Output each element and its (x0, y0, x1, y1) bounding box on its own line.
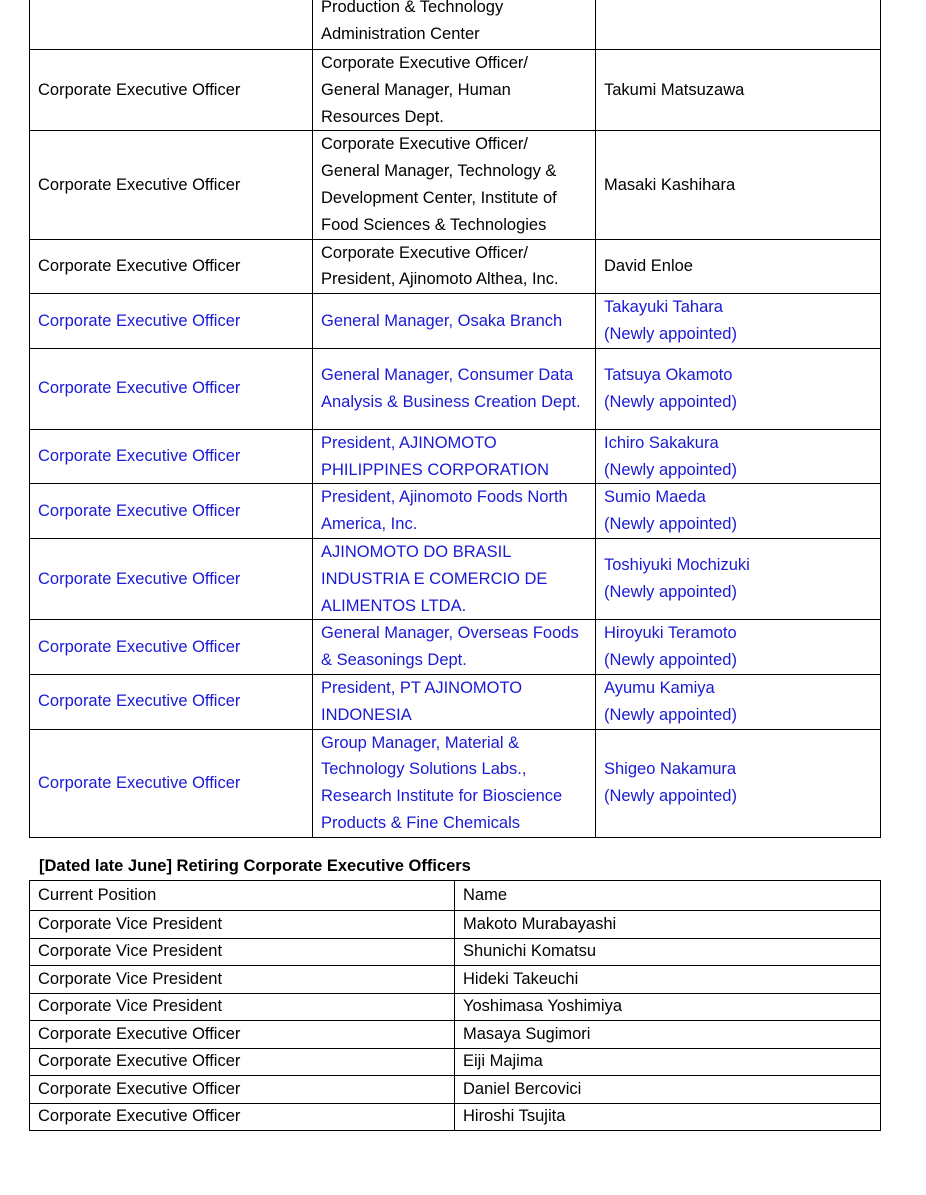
name-cell: Eiji Majima (455, 1048, 881, 1076)
name-cell: Masaya Sugimori (455, 1021, 881, 1049)
retiring-section-title: [Dated late June] Retiring Corporate Executive Officers (39, 857, 471, 875)
table-row (30, 1048, 881, 1076)
name-text: Shigeo Nakamura (604, 760, 737, 779)
table-row (30, 620, 881, 675)
name-cell (596, 131, 881, 239)
name-text: Ichiro Sakakura (604, 433, 719, 452)
table-row (30, 674, 881, 729)
position-cell: General Manager, Osaka Branch (313, 294, 596, 349)
name-text: Takayuki Tahara (604, 298, 723, 317)
table-row (30, 966, 881, 994)
position-cell: President, AJINOMOTO PHILIPPINES CORPORATION (313, 429, 596, 484)
title-cell: Corporate Executive Officer (30, 348, 313, 429)
table-row (30, 0, 881, 50)
name-cell (596, 0, 881, 50)
newly-appointed-note: (Newly appointed) (604, 515, 737, 534)
name-cell: Daniel Bercovici (455, 1076, 881, 1104)
name-cell (596, 294, 881, 349)
newly-appointed-note: (Newly appointed) (604, 392, 737, 411)
name-text: Masaki Kashihara (604, 175, 736, 194)
position-cell: Corporate Executive Officer (30, 1103, 455, 1131)
newly-appointed-note: (Newly appointed) (604, 651, 737, 670)
name-text: Hiroyuki Teramoto (604, 624, 737, 643)
table-row (30, 429, 881, 484)
name-cell (596, 239, 881, 294)
name-cell (596, 50, 881, 131)
position-cell: Corporate Executive Officer/ General Manager, Human Resources Dept. (313, 50, 596, 131)
name-cell: Yoshimasa Yoshimiya (455, 993, 881, 1021)
position-cell: General Manager, Consumer Data Analysis & Business Creation Dept. (313, 348, 596, 429)
table-row (30, 1021, 881, 1049)
newly-appointed-note: (Newly appointed) (604, 787, 737, 806)
name-cell (596, 429, 881, 484)
column-header-current-position: Current Position (30, 881, 455, 911)
table-row (30, 131, 881, 239)
name-cell: Shunichi Komatsu (455, 938, 881, 966)
name-cell (596, 674, 881, 729)
title-cell (30, 0, 313, 50)
newly-appointed-note: (Newly appointed) (604, 705, 737, 724)
table-row (30, 1076, 881, 1104)
name-text: Takumi Matsuzawa (604, 80, 745, 99)
title-cell: Corporate Executive Officer (30, 50, 313, 131)
position-cell: General Manager, Overseas Foods & Seasonings Dept. (313, 620, 596, 675)
name-cell: Makoto Murabayashi (455, 911, 881, 939)
title-cell: Corporate Executive Officer (30, 674, 313, 729)
name-text: Ayumu Kamiya (604, 678, 715, 697)
table-row (30, 938, 881, 966)
position-cell: Corporate Executive Officer (30, 1076, 455, 1104)
name-cell (596, 620, 881, 675)
retiring-officers-table (29, 880, 881, 1131)
name-text: Tatsuya Okamoto (604, 365, 733, 384)
column-header-name: Name (455, 881, 881, 911)
position-cell: Corporate Executive Officer (30, 1048, 455, 1076)
table-row (30, 294, 881, 349)
appointments-table (29, 0, 881, 838)
table-row (30, 1103, 881, 1131)
table-row (30, 911, 881, 939)
table-row (30, 729, 881, 837)
title-cell: Corporate Executive Officer (30, 294, 313, 349)
newly-appointed-note: (Newly appointed) (604, 324, 737, 343)
table-row (30, 50, 881, 131)
title-cell: Corporate Executive Officer (30, 538, 313, 619)
newly-appointed-note: (Newly appointed) (604, 460, 737, 479)
table-row (30, 348, 881, 429)
name-cell (596, 348, 881, 429)
title-cell: Corporate Executive Officer (30, 484, 313, 539)
position-cell: Corporate Executive Officer (30, 1021, 455, 1049)
table-header-row (30, 881, 881, 911)
title-cell: Corporate Executive Officer (30, 131, 313, 239)
position-cell: Corporate Vice President (30, 993, 455, 1021)
name-text: Sumio Maeda (604, 488, 706, 507)
title-cell: Corporate Executive Officer (30, 729, 313, 837)
name-cell (596, 484, 881, 539)
title-cell: Corporate Executive Officer (30, 429, 313, 484)
title-cell: Corporate Executive Officer (30, 620, 313, 675)
position-cell: Production & Technology Administration Center (313, 0, 596, 50)
position-cell: AJINOMOTO DO BRASIL INDUSTRIA E COMERCIO DE ALIMENTOS LTDA. (313, 538, 596, 619)
position-cell: Group Manager, Material & Technology Solutions Labs., Research Institute for Bioscience Products & Fine Chemicals (313, 729, 596, 837)
table-row (30, 484, 881, 539)
position-cell: Corporate Vice President (30, 938, 455, 966)
position-cell: President, PT AJINOMOTO INDONESIA (313, 674, 596, 729)
name-cell (596, 538, 881, 619)
name-cell (596, 729, 881, 837)
name-cell: Hiroshi Tsujita (455, 1103, 881, 1131)
name-text: David Enloe (604, 256, 693, 275)
name-cell: Hideki Takeuchi (455, 966, 881, 994)
table-row (30, 993, 881, 1021)
name-text: Toshiyuki Mochizuki (604, 556, 750, 575)
table-row (30, 538, 881, 619)
position-cell: President, Ajinomoto Foods North America, Inc. (313, 484, 596, 539)
table-row (30, 239, 881, 294)
newly-appointed-note: (Newly appointed) (604, 583, 737, 602)
position-cell: Corporate Executive Officer/ General Manager, Technology & Development Center, Institute of Food Sciences & Technologies (313, 131, 596, 239)
position-cell: Corporate Vice President (30, 911, 455, 939)
title-cell: Corporate Executive Officer (30, 239, 313, 294)
position-cell: Corporate Vice President (30, 966, 455, 994)
position-cell: Corporate Executive Officer/ President, Ajinomoto Althea, Inc. (313, 239, 596, 294)
